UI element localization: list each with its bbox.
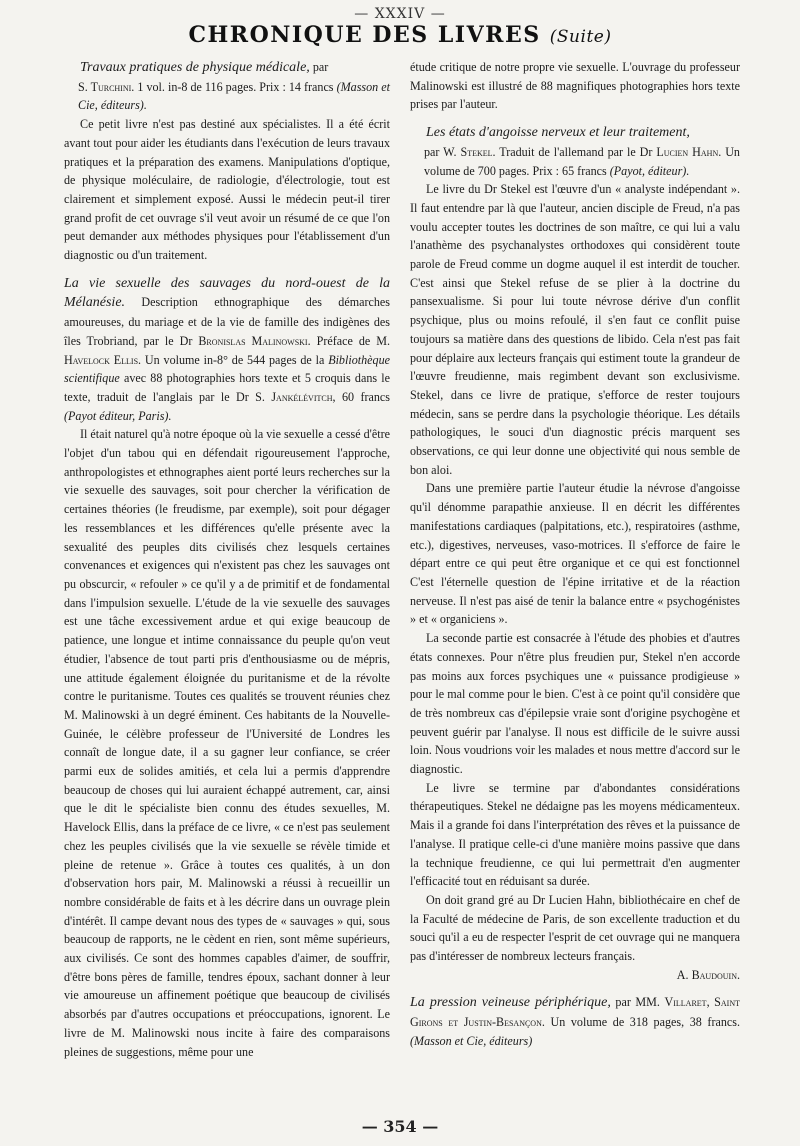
review-paragraph: Le livre se termine par d'abondantes considérations thérapeutiques. Stekel ne dédaigne pas les moyens médicamenteux. Mais il a grande foi dans l'interprétation des rêves et la puissance de l'analyse. Il pratique celle-ci d'une manière moins passive que dans la technique freudienne, ce qui lui permettrait d'en augmenter l'efficacité tout en réduisant sa durée. xyxy=(410,780,740,889)
review-continuation: étude critique de notre propre vie sexuelle. L'ouvrage du professeur Malinowski est illustré de 88 magnifiques photographies hors texte prises par l'auteur. xyxy=(410,60,740,112)
book-biblio: S. Turchini. 1 vol. in-8 de 116 pages. Prix : 14 francs (Masson et Cie, éditeurs). xyxy=(78,79,390,113)
book-biblio: La pression veineuse périphérique, par MM. Villaret, Saint Girons et Justin-Besançon. Un volume de 318 pages, 38 francs. (Masson et Cie, éditeurs) xyxy=(410,995,740,1048)
left-column xyxy=(64,58,390,1070)
book-title: Travaux pratiques de physique médicale, xyxy=(80,60,310,75)
book-title: Les états d'angoisse nerveux et leur traitement, xyxy=(426,125,690,141)
section-title-suffix: (Suite) xyxy=(549,27,612,47)
book-author: Villaret, Saint Girons et Justin-Besançon. xyxy=(410,995,740,1030)
book-biblio: par W. Stekel. Traduit de l'allemand par le Dr Lucien Hahn. Un volume de 700 pages. Prix : 65 francs (Payot, éditeur). xyxy=(424,144,740,178)
roman-folio: — XXXIV — xyxy=(354,6,446,22)
section-title-text: CHRONIQUE DES LIVRES xyxy=(188,22,541,48)
book-title: La vie sexuelle des sauvages du nord-ouest de la Mélanésie. xyxy=(64,275,390,311)
right-column xyxy=(410,58,740,1060)
book-entry-malinowski xyxy=(64,274,390,1062)
reviewer-signature: A. Baudouin. xyxy=(676,967,740,982)
book-author: Stekel. xyxy=(460,144,496,159)
book-publisher: (Masson et Cie, éditeurs). xyxy=(78,79,390,113)
entry-heading xyxy=(410,123,740,143)
review-paragraph: Le livre du Dr Stekel est l'œuvre d'un « analyste indépendant ». Il faut entendre par là que l'auteur, ancien disciple de Freud, n'a pas voulu accepter toutes les doctrines de son maître, ce qui lui a valu l'anathème des psychanalystes orthodoxes qui considèrent toute parole de Freud comme un dogme auquel il est interdit de toucher. C'est ainsi que Stekel refuse de se plier à la doctrine du pansexualisme. Si pour lui toute névrose dérive d'un conflit psychique, plus ou moins refoulé, il s'en faut ce conflit puise toujours sa matière dans des questions de libido. Cela n'est pas fait pour déplaire aux lecteurs français qui estiment toute la grandeur de l'œuvre freudienne, mais regimbent devant son exclusivisme. Stekel, dans ce livre de pratique, s'efforce de rester toujours médecin, sans se perdre dans la psychologie théorique. Les détails pathologiques, le souci d'un diagnostic précis marquent ses observations, ce qui leur donne une objectivité qui nous semble de bon aloi. xyxy=(410,182,740,477)
page-number: — 354 — xyxy=(361,1117,439,1136)
entry-heading: Travaux pratiques de physique médicale, par xyxy=(80,60,329,75)
review-paragraph: On doit grand gré au Dr Lucien Hahn, bibliothécaire en chef de la Faculté de médecine de Paris, de son excellente traduction et du souci qu'il a eu de respecter l'esprit de cet ouvrage qui ne manquera pas d'intéresser de nombreux lecteurs français. xyxy=(410,892,740,964)
book-biblio: La vie sexuelle des sauvages du nord-ouest de la Mélanésie. Description ethnographique des démarches amoureuses, du mariage et de la vie de famille des indigènes des îles Trobriand, par le Dr Bronislas Malinowski. Préface de M. Havelock Ellis. Un volume in-8° de 544 pages de la Bibliothèque scientifique avec 88 photographies hors texte et 5 croquis dans le texte, traduit de l'anglais par le Dr S. Jankélévitch, 60 francs (Payot éditeur, Paris). xyxy=(64,275,391,423)
review-paragraph: Il était naturel qu'à notre époque où la vie sexuelle a cessé d'être l'objet d'un tabou qui en défendait rigoureusement l'approche, anthropologistes et ethnographes aient porté leurs recherches sur la vie sexuelle des sauvages, soit pour chercher la vérification de certaines théories (le freudisme, par exemple), soit pour dégager les ressemblances et les différences qu'elle présente avec la sexualité des peuples dits civilisés chez lesquels certaines convenances et exigences qui n'existent pas chez les sauvages ont pu obscurcir, « refouler » ce qu'il y a de primitif et de fondamental dans l'impulsion sexuelle. L'étude de la vie sexuelle des sauvages est une tâche excessivement ardue et qui exige beaucoup de patience, une longue et intime connaissance du peuple qu'on veut étudier, l'absence de tout parti pris d'enthousiasme ou de mépris, une attitude également éloignée du puritanisme et de la révolte contre le puritanisme. Toutes ces qualités se trouvent réunies chez M. Malinowski à un degré éminent. Ces habitants de la Nouvelle-Guinée, le célèbre professeur de l'Université de Londres les connaît de longue date, il a su gagner leur confiance, se créer parmi eux de solides amitiés, et cela lui a permis d'apprendre beaucoup de choses qui lui auraient échappé autrement, car, ainsi que le dit le spécialiste bien connu des études sexuelles, M. Havelock Ellis, dans la préface de ce livre, « ce n'est pas seulement chez les peuples civilisés que la vie sexuelle se révèle timide et pleine de retenue ». Grâce à toutes ces qualités, à un don d'observation hors pair, M. Malinowski a réussi à recueillir un nombre considérable de faits et à les décrire dans un ouvrage plein d'intérêt. Il campe devant nous des types de « sauvages » qui, sous beaucoup de rapports, ne le cèdent en rien, sont même supérieurs, aux civilisés. Ce sont des hommes capables d'aimer, de souffrir, d'être bons pères de famille, tendres époux, sachant donner à leur vie amoureuse un affinement poétique que beaucoup de civilisés absorbés par d'autres occupations et préoccupations, ignorent. Le livre de M. Malinowski nous incite à faire des comparaisons pleines de suggestions, même pour une xyxy=(64,427,390,1059)
book-entry-physique xyxy=(64,58,390,265)
section-title xyxy=(0,22,800,48)
book-entry-stekel xyxy=(410,123,740,984)
review-paragraph: La seconde partie est consacrée à l'étude des phobies et d'autres états connexes. Pour n'être plus freudien pur, Stekel n'en accorde pas moins aux forces psychiques une « puissance prodigieuse » pour le mal comme pour le bien. C'est à ce point qu'il considère que de très nombreux cas d'épilepsie vraie sont d'origine psychogène et peuvent guérir par l'analyse. Il nous est difficile de le suivre aussi loin. Nous voudrions voir les malades et nous mettre d'accord sur le diagnostic. xyxy=(410,631,740,777)
book-entry-pression xyxy=(410,993,740,1050)
book-title: La pression veineuse périphérique, xyxy=(410,995,611,1011)
book-publisher: (Payot, éditeur). xyxy=(609,163,690,178)
book-author: S. Turchini. xyxy=(78,79,135,94)
book-publisher: (Payot éditeur, Paris). xyxy=(64,408,172,423)
review-paragraph: Ce petit livre n'est pas destiné aux spécialistes. Il a été écrit avant tout pour aider les étudiants dans l'exécution de leurs travaux pratiques et la préparation des examens. Manipulations d'optique, de physique moléculaire, de radiologie, d'électrologie, tout est clairement et simplement exposé. Aussi le médecin peut-il tirer grand profit de cet ouvrage s'il veut avoir un résumé de ce que l'on peut demander aux méthodes physiques pour l'établissement d'un diagnostic ou d'un traitement. xyxy=(64,117,390,263)
book-author: Bronislas Malinowski. xyxy=(198,333,311,348)
book-publisher: (Masson et Cie, éditeurs) xyxy=(410,1033,533,1048)
review-paragraph: Dans une première partie l'auteur étudie la névrose d'angoisse qu'il dénomme parapathie anxieuse. Il en décrit les différentes manifestations cardiaques (palpitations, etc.), respiratoires (asthme, etc.), digestives, nerveuses, vaso-motrices. Il s'efforce de faire le départ entre ce qui peut être organique et ce qui est fonctionnel C'est l'éternelle question de l'épine irritative et de la réaction nerveuse. Il n'est pas aisé de tenir la balance entre « psychogénistes » et « organiciens ». xyxy=(410,481,740,627)
